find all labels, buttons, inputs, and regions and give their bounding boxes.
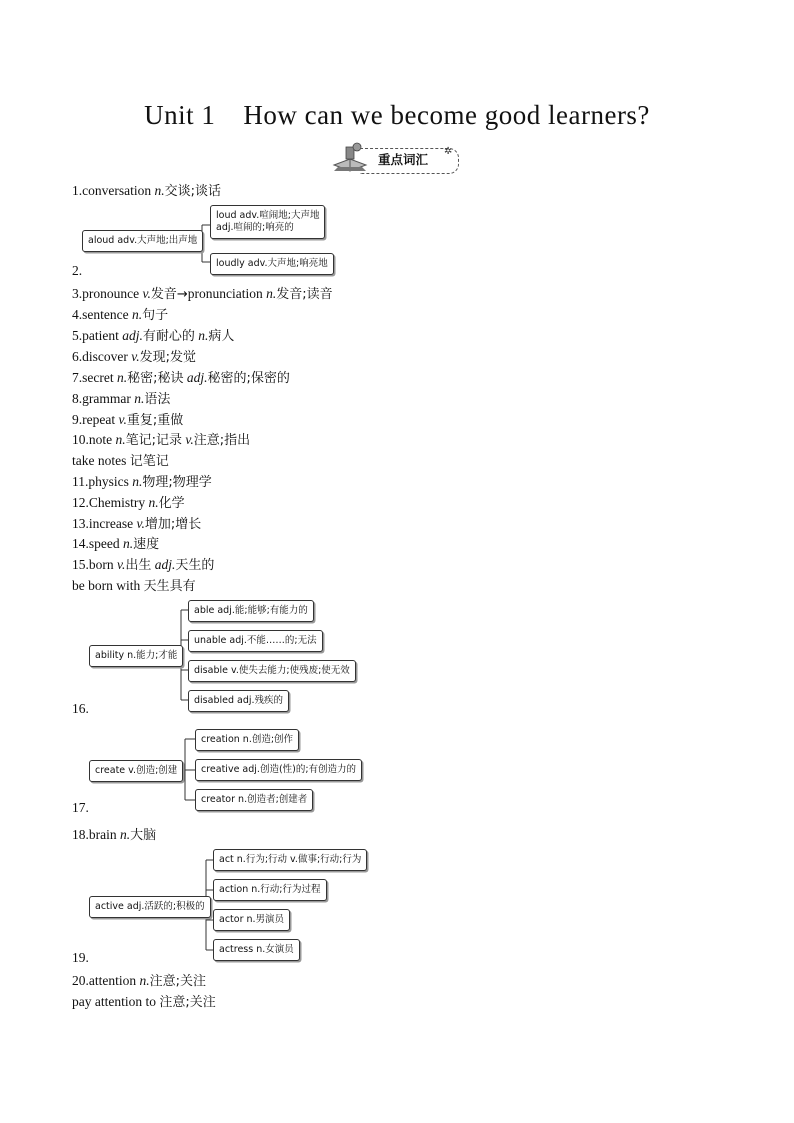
- tree-19-branch-2: [213, 879, 327, 901]
- entry-word: secret: [82, 370, 114, 385]
- star-icon: ✲: [444, 146, 453, 157]
- tree-branch-label: adj.喧闹的;响亮的: [216, 222, 294, 233]
- entry-pos: v.: [182, 432, 194, 447]
- entry-pos: adj.: [122, 328, 143, 343]
- tree-branch-label: creator n.创造者;创建者: [201, 794, 308, 805]
- tree-19-branch-3: [213, 909, 290, 931]
- entry-number: 4.: [72, 307, 83, 322]
- entry-word: speed: [88, 536, 120, 551]
- entry-meaning: 秘密;秘诀: [127, 371, 184, 386]
- entry-number: 17.: [72, 800, 89, 815]
- entry-word: sentence: [82, 307, 129, 322]
- entry-meaning: 笔记;记录: [125, 433, 183, 448]
- entry-meaning: 化学: [158, 496, 185, 511]
- entry-meaning: 大脑: [130, 828, 157, 843]
- entry-pos: v.: [113, 557, 126, 572]
- entry-pos: n.: [145, 495, 159, 510]
- entry-19: [72, 949, 89, 967]
- banner-label: 重点词汇: [378, 152, 429, 167]
- entry-number: 8.: [72, 391, 83, 406]
- entry-pos: n.: [113, 370, 128, 385]
- entry-meaning: 病人: [208, 329, 235, 344]
- tree-branch-label: loud adv.喧闹地;大声地: [216, 210, 320, 221]
- tree-19-branch-4: [213, 939, 300, 961]
- entry-word: born: [88, 557, 114, 572]
- tree-branch-label: creative adj.创造(性)的;有创造力的: [201, 764, 357, 775]
- entry-meaning: 秘密的;保密的: [207, 371, 290, 386]
- entry-meaning: 注意;关注: [149, 974, 207, 989]
- entry-meaning: 语法: [144, 392, 171, 407]
- entry-meaning: 注意;关注: [159, 995, 216, 1010]
- entry-number: 1.: [72, 183, 83, 198]
- entry-word: attention: [88, 973, 137, 988]
- tree-branch-label: creation n.创造;创作: [201, 734, 294, 745]
- entry-word: conversation: [82, 183, 152, 198]
- entry-meaning: 交谈;谈话: [164, 184, 221, 199]
- entry-meaning: 记笔记: [129, 454, 169, 469]
- entry-pos: adj.: [183, 370, 208, 385]
- entry-word: repeat: [82, 412, 116, 427]
- entry-meaning: 物理;物理学: [142, 475, 212, 490]
- entry-number: 15.: [72, 557, 89, 572]
- entry-pos: n.: [151, 183, 165, 198]
- entry-number: 9.: [72, 412, 83, 427]
- entry-pos: n.: [130, 391, 145, 406]
- unit-label: Unit 1: [144, 100, 216, 130]
- entry-number: 2.: [72, 263, 83, 278]
- entry-meaning: 天生的: [175, 558, 215, 573]
- entry-pos: v.: [133, 516, 145, 531]
- tree-root-label: ability n.能力;才能: [95, 650, 178, 661]
- entry-pos: adj.: [151, 557, 176, 572]
- entry-number: 12.: [72, 495, 89, 510]
- tree-branch-label: unable adj.不能……的;无法: [194, 635, 317, 646]
- entry-word: grammar: [82, 391, 131, 406]
- entry-pos: n.: [262, 286, 277, 301]
- entry-number: 14.: [72, 536, 89, 551]
- entry-meaning: 注意;指出: [193, 433, 251, 448]
- unit-question: How can we become good learners?: [243, 100, 650, 130]
- tree-root-label: aloud adv.大声地;出声地: [88, 235, 198, 246]
- tree-root-label: create v.创造;创建: [95, 765, 178, 776]
- entry-number: 20.: [72, 973, 89, 988]
- tree-branch-label: disabled adj.残疾的: [194, 695, 284, 706]
- entry-word: note: [88, 432, 113, 447]
- entry-meaning: 增加;增长: [144, 517, 202, 532]
- entry-pos: n.: [116, 827, 131, 842]
- entry-word: physics: [88, 474, 129, 489]
- entry-phrase: be born with: [72, 578, 144, 593]
- entry-meaning: 出生: [125, 558, 152, 573]
- entry-number: 13.: [72, 516, 89, 531]
- entry-number: 11.: [72, 474, 89, 489]
- tree-root-label: active adj.活跃的;积极的: [95, 901, 205, 912]
- entry-meaning: 有耐心的: [142, 329, 195, 344]
- tree-19-branch-1: [213, 849, 367, 871]
- tree-branch-label: able adj.能;能够;有能力的: [194, 605, 308, 616]
- entry-number: 7.: [72, 370, 83, 385]
- entry-meaning: 发音→: [150, 287, 188, 302]
- entry-meaning: 发音;读音: [276, 287, 333, 302]
- entry-word: pronunciation: [187, 286, 263, 301]
- entry-meaning: 速度: [133, 537, 160, 552]
- tree-19-root: [89, 896, 211, 918]
- tree-branch-label: act n.行为;行动 v.做事;行动;行为: [219, 854, 362, 865]
- tree-branch-label: action n.行动;行为过程: [219, 884, 321, 895]
- entry-pos: n.: [128, 307, 143, 322]
- entry-meaning: 天生具有: [143, 579, 196, 594]
- entry-pos: n.: [112, 432, 126, 447]
- entry-word: discover: [82, 349, 128, 364]
- entry-20-phrase: [72, 993, 216, 1012]
- tree-branch-label: actress n.女演员: [219, 944, 294, 955]
- entry-word: pronounce: [82, 286, 140, 301]
- entry-pos: v.: [127, 349, 140, 364]
- tree-branch-label: loudly adv.大声地;响亮地: [216, 258, 328, 269]
- tree-branch-label: actor n.男演员: [219, 914, 285, 925]
- tree-branch-label: disable v.使失去能力;使残废;使无效: [194, 665, 350, 676]
- entry-meaning: 句子: [142, 308, 169, 323]
- entry-pos: n.: [194, 328, 209, 343]
- entry-number: 16.: [72, 701, 89, 716]
- entry-phrase: take notes: [72, 453, 130, 468]
- entry-number: 19.: [72, 950, 89, 965]
- entry-pos: v.: [139, 286, 151, 301]
- entry-word: Chemistry: [88, 495, 146, 510]
- entry-word: increase: [88, 516, 134, 531]
- entry-pos: v.: [115, 412, 127, 427]
- entry-number: 5.: [72, 328, 83, 343]
- entry-meaning: 发现;发觉: [139, 350, 196, 365]
- entry-word: patient: [82, 328, 123, 343]
- entry-phrase: pay attention to: [72, 994, 160, 1009]
- entry-number: 6.: [72, 349, 83, 364]
- entry-word: brain: [88, 827, 117, 842]
- entry-pos: n.: [128, 474, 143, 489]
- entry-number: 18.: [72, 827, 89, 842]
- entry-pos: n.: [136, 973, 150, 988]
- entry-20: [72, 972, 206, 991]
- entry-number: 3.: [72, 286, 83, 301]
- entry-meaning: 重复;重做: [126, 413, 184, 428]
- entry-number: 10.: [72, 432, 89, 447]
- entry-pos: n.: [119, 536, 134, 551]
